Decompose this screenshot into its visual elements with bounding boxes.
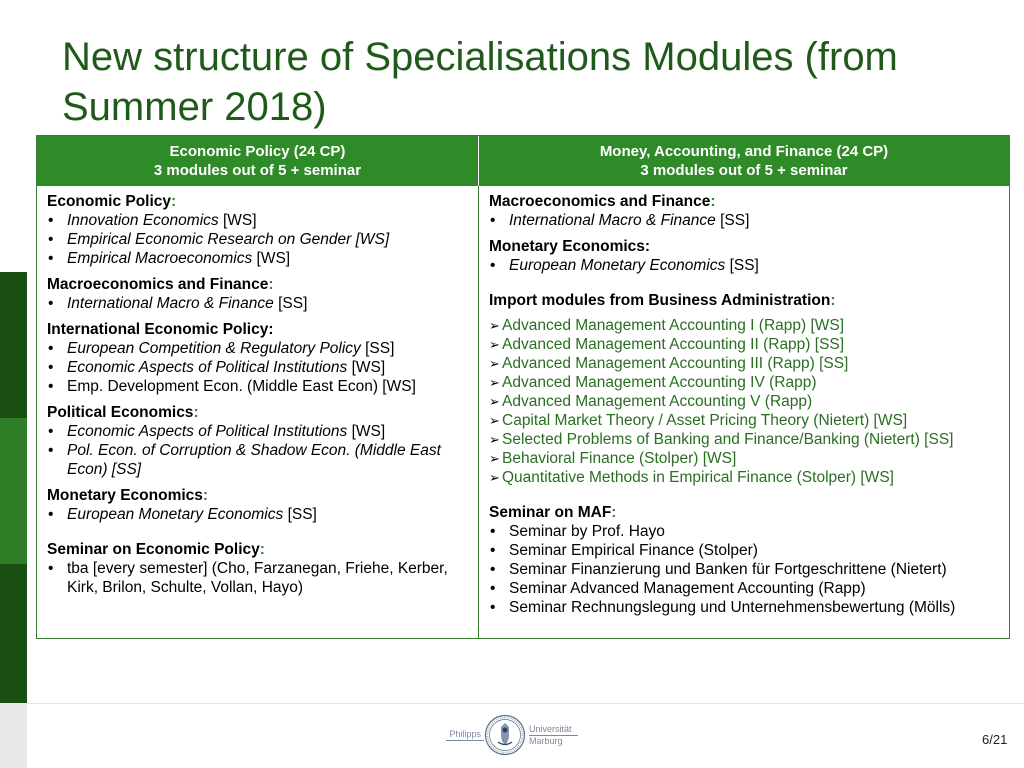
section-heading: Macroeconomics and Finance (47, 276, 269, 293)
list-item: • Pol. Econ. of Corruption & Shadow Econ. (Middle East Econ) [SS] (47, 441, 468, 479)
side-accent-bar (0, 418, 27, 564)
footer-divider (27, 703, 1024, 704)
logo-left-text: Philipps (446, 729, 484, 741)
list-item: • International Macro & Finance [SS] (489, 211, 999, 230)
header-economic-policy (37, 136, 479, 186)
list-item: • European Competition & Regulatory Policy [SS] (47, 339, 468, 358)
side-accent-bar (0, 703, 27, 768)
list-item: • Economic Aspects of Political Institutions [WS] (47, 422, 468, 441)
section-international-economic-policy (47, 320, 468, 396)
arrow-list-item: ➢ Advanced Management Accounting IV (Rapp) (489, 373, 999, 392)
list-item: • Economic Aspects of Political Institutions [WS] (47, 358, 468, 377)
arrow-list-item: ➢ Quantitative Methods in Empirical Finance (Stolper) [WS] (489, 468, 999, 487)
section-macro-finance (47, 275, 468, 313)
page-number: 6/21 (982, 732, 1008, 747)
list-item: • Seminar Rechnungslegung und Unternehmensbewertung (Mölls) (489, 598, 999, 617)
list-item: • Seminar Empirical Finance (Stolper) (489, 541, 999, 560)
heading-colon: : (193, 404, 199, 421)
section-heading: Economic Policy (47, 193, 172, 210)
side-accent-bar (0, 564, 27, 703)
university-logo (446, 712, 578, 758)
list-item: • tba [every semester] (Cho, Farzanegan, Friehe, Kerber, Kirk, Brilon, Schulte, Vollan, Hayo) (47, 559, 468, 597)
list-item: • Empirical Economic Research on Gender [WS] (47, 230, 468, 249)
section-heading: Macroeconomics and Finance (489, 193, 711, 210)
arrow-list-item: ➢ Capital Market Theory / Asset Pricing Theory (Nietert) [WS] (489, 411, 999, 430)
section-import-modules (489, 291, 999, 487)
column-economic-policy (37, 186, 479, 638)
section-macro-finance (489, 192, 999, 230)
heading-colon: : (710, 193, 716, 210)
section-heading: Import modules from Business Administration (489, 292, 831, 309)
list-item: • Empirical Macroeconomics [WS] (47, 249, 468, 268)
section-monetary-economics (489, 237, 999, 275)
section-monetary-economics (47, 486, 468, 524)
arrow-list-item: ➢ Advanced Management Accounting III (Rapp) [SS] (489, 354, 999, 373)
table-body (37, 186, 1009, 638)
heading-colon: : (268, 276, 274, 293)
slide-title: New structure of Specialisations Modules (from Summer 2018) (62, 35, 898, 129)
list-item: • Innovation Economics [WS] (47, 211, 468, 230)
table-header (37, 136, 1009, 186)
header-title: Economic Policy (24 CP) (169, 143, 346, 160)
header-title: Money, Accounting, and Finance (24 CP) (599, 143, 889, 160)
section-heading: Seminar on MAF (489, 504, 612, 521)
column-money-accounting-finance (479, 186, 1009, 638)
arrow-list-item: ➢ Advanced Management Accounting II (Rapp) [SS] (489, 335, 999, 354)
list-item: • Seminar Finanzierung und Banken für Fortgeschrittene (Nietert) (489, 560, 999, 579)
section-economic-policy (47, 192, 468, 268)
logo-right-text: Universität Marburg (526, 724, 578, 747)
arrow-list-item: ➢ Advanced Management Accounting V (Rapp) (489, 392, 999, 411)
section-heading: Monetary Economics (47, 487, 203, 504)
heading-colon: : (171, 193, 177, 210)
modules-table (36, 135, 1010, 639)
heading-colon: : (202, 487, 209, 504)
heading-colon: : (611, 504, 617, 521)
header-money-accounting-finance (479, 136, 1009, 186)
arrow-list-item: ➢ Advanced Management Accounting I (Rapp) [WS] (489, 316, 999, 335)
header-subtitle: 3 modules out of 5 + seminar (640, 162, 848, 179)
list-item: • Seminar by Prof. Hayo (489, 522, 999, 541)
heading-colon: : (830, 292, 836, 309)
section-heading: International Economic Policy: (47, 321, 274, 338)
section-heading: Monetary Economics: (489, 238, 651, 255)
list-item: • Emp. Development Econ. (Middle East Econ) [WS] (47, 377, 468, 396)
section-seminar-maf (489, 503, 999, 617)
heading-colon: : (259, 541, 265, 558)
header-subtitle: 3 modules out of 5 + seminar (153, 162, 362, 179)
list-item: • European Monetary Economics [SS] (47, 505, 468, 524)
section-seminar-economic-policy (47, 540, 468, 597)
list-item: • European Monetary Economics [SS] (489, 256, 999, 275)
section-political-economics (47, 403, 468, 479)
section-heading: Political Economics (47, 404, 194, 421)
section-heading: Seminar on Economic Policy (47, 541, 260, 558)
arrow-list-item: ➢ Behavioral Finance (Stolper) [WS] (489, 449, 999, 468)
list-item: • Seminar Advanced Management Accounting (Rapp) (489, 579, 999, 598)
university-seal-icon (484, 714, 526, 756)
side-accent-bar (0, 272, 27, 418)
list-item: • International Macro & Finance [SS] (47, 294, 468, 313)
arrow-list-item: ➢ Selected Problems of Banking and Finance/Banking (Nietert) [SS] (489, 430, 999, 449)
